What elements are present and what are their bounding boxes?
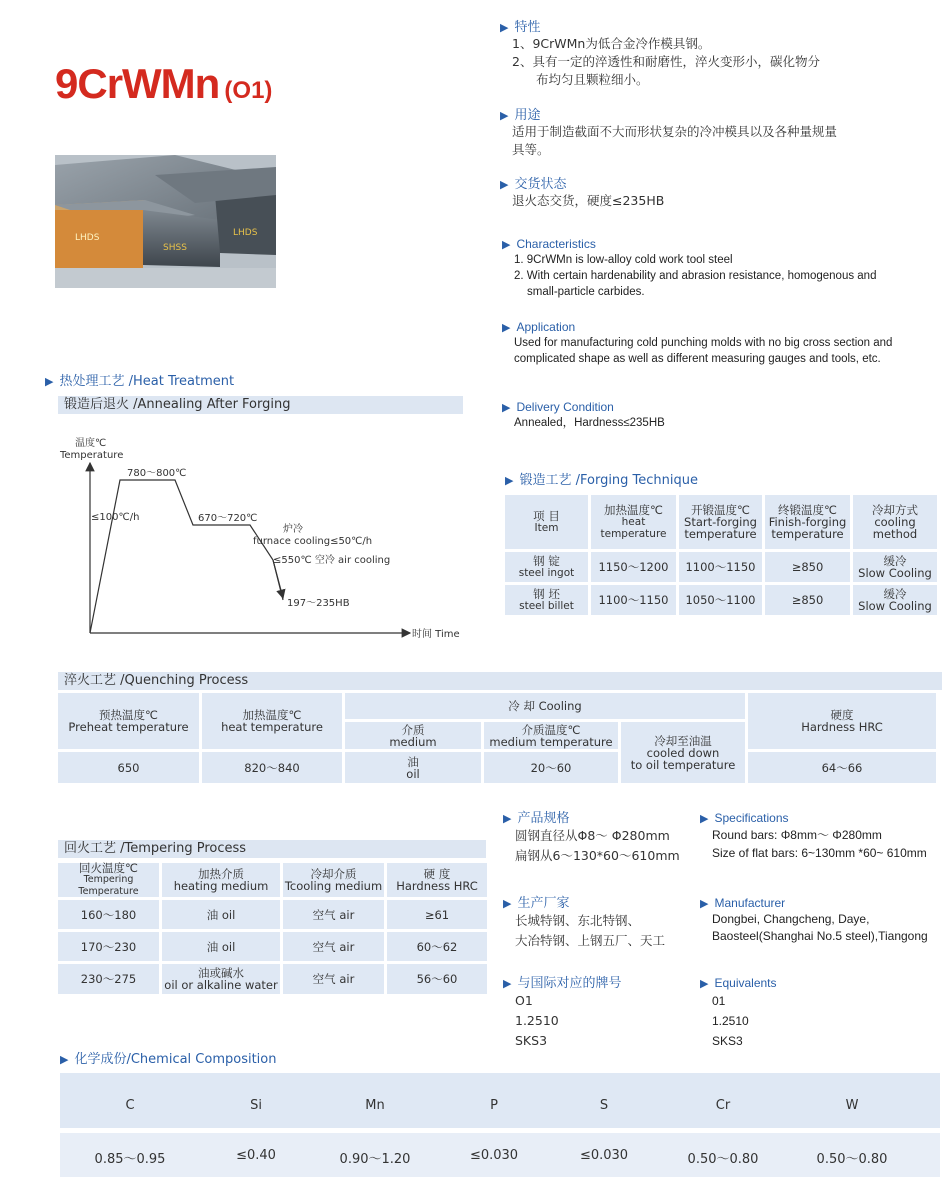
characteristics-en-line: 2. With certain hardenability and abrasion resistance, homogenous and (514, 270, 877, 282)
grade-equivalent: (O1) (224, 77, 273, 104)
header-en: Item (534, 522, 559, 534)
manufacturer-en-section (700, 892, 945, 945)
table-cell (505, 552, 588, 582)
item-en: steel billet (519, 600, 574, 612)
equivalent-grade: 1.2510 (712, 1014, 749, 1028)
header-en: Hardness HRC (801, 720, 883, 734)
product-title (55, 60, 272, 108)
header-en: cooling method (872, 515, 918, 541)
temper-header-heat (162, 863, 280, 897)
forging-header-start (679, 495, 762, 549)
y-label-cn: 温度℃ (75, 438, 107, 449)
value-p: ≤0.030 (469, 1148, 519, 1163)
equivalents-en-heading: Equivalents (714, 976, 777, 990)
grade-name: 9CrWMn (55, 60, 220, 107)
cool-cn: 缓冷 (883, 587, 907, 601)
table-cell: 820～840 (202, 752, 342, 783)
annealing-subheading: 锻造后退火 /Annealing After Forging (58, 396, 463, 414)
characteristics-cn-line: 布均匀且颗粒细小。 (536, 72, 649, 87)
application-en-heading: Application (516, 320, 576, 334)
medium-en: oil (406, 766, 420, 781)
temper-header-cool (283, 863, 384, 897)
table-cell: ≥850 (765, 585, 850, 615)
equivalent-grade: O1 (515, 993, 533, 1008)
delivery-cn-heading: 交货状态 (514, 177, 567, 192)
peak-temp-label: 780～800℃ (127, 468, 187, 479)
manufacturer-cn-line: 长城特钢、东北特钢、 (515, 913, 641, 928)
item-cn: 钢 锭 (533, 554, 560, 568)
quenching-heading: 淬火工艺 /Quenching Process (58, 672, 942, 690)
element-w: W (845, 1098, 859, 1113)
equivalents-cn-heading: 与国际对应的牌号 (517, 976, 622, 991)
characteristics-cn-section (500, 16, 940, 89)
application-en-line: Used for manufacturing cold punching molds with no big cross section and (514, 337, 893, 349)
equivalents-en-section (700, 972, 945, 1051)
table-cell: ≥61 (387, 900, 487, 929)
header-cn: 冷却至油温 (654, 733, 712, 748)
bullet-triangle-icon: ▶ (700, 897, 709, 910)
header-en: heating medium (173, 879, 269, 893)
header-cn: 冷却介质 (310, 867, 357, 881)
cool-en: Slow Cooling (858, 599, 932, 613)
bullet-triangle-icon: ▶ (502, 238, 511, 251)
medium-cn: 油 (407, 754, 419, 769)
y-label-en: Temperature (60, 450, 124, 461)
x-label: 时间 Time (412, 629, 460, 640)
chemical-heading (60, 1048, 276, 1067)
manufacturer-cn-heading: 生产厂家 (517, 896, 570, 911)
table-cell: 油 oil (162, 900, 280, 929)
value-s: ≤0.030 (579, 1148, 629, 1163)
table-cell: 60～62 (387, 932, 487, 961)
header-en: medium (389, 734, 437, 749)
header-en: cooled down (646, 745, 720, 760)
characteristics-cn-line: 2、具有一定的淬透性和耐磨性，淬火变形小，碳化物分 (512, 54, 820, 69)
quench-header-cooling: 冷 却 Cooling (345, 693, 745, 719)
steel-bars-photo (55, 155, 276, 288)
equivalents-cn-section (503, 972, 693, 1051)
heat-treatment-title: 热处理工艺 /Heat Treatment (59, 374, 235, 389)
header-en: Preheat temperature (68, 720, 189, 734)
bullet-triangle-icon: ▶ (60, 1053, 69, 1066)
quench-header-heat (202, 693, 342, 749)
bullet-triangle-icon: ▶ (503, 977, 512, 990)
value-si: ≤0.40 (236, 1148, 276, 1163)
manufacturer-en-heading: Manufacturer (714, 896, 786, 910)
quench-header-medium-temp (484, 722, 618, 749)
manufacturer-cn-section (503, 892, 693, 951)
delivery-cn-section (500, 173, 940, 210)
value-c: 0.85～0.95 (94, 1152, 166, 1167)
header-en: Tcooling medium (284, 879, 383, 893)
forging-header-heat (591, 495, 676, 549)
table-cell: 56～60 (387, 964, 487, 994)
table-cell: 1050～1100 (679, 585, 762, 615)
table-cell (162, 964, 280, 994)
heating-rate-label: ≤100℃/h (91, 512, 140, 523)
element-c: C (125, 1098, 135, 1113)
header-cn: 终锻温度℃ (778, 503, 837, 517)
bullet-triangle-icon: ▶ (505, 474, 514, 487)
characteristics-en-line: 1. 9CrWMn is low-alloy cold work tool steel (514, 254, 733, 266)
bar-marking-1: SHSS (163, 243, 187, 253)
bullet-triangle-icon: ▶ (700, 812, 709, 825)
header-en: Hardness HRC (396, 879, 478, 893)
header-cn: 介质温度℃ (521, 722, 581, 737)
quench-header-to-oil (621, 722, 745, 783)
table-cell: 170～230 (58, 932, 159, 961)
specs-cn-line: 扁钢从6～130*60～610mm (515, 848, 680, 863)
chemical-title: 化学成份/Chemical Composition (74, 1052, 277, 1067)
bullet-triangle-icon: ▶ (500, 109, 509, 122)
furnace-en-label: furnace cooling≤50℃/h (253, 536, 373, 547)
value-cr: 0.50～0.80 (687, 1152, 759, 1167)
header-cn: 介质 (401, 722, 425, 737)
value-w: 0.50～0.80 (816, 1152, 888, 1167)
header-en: medium temperature (489, 734, 613, 749)
table-cell: 1100～1150 (679, 552, 762, 582)
header-cn: 项 目 (533, 509, 560, 523)
table-cell: 160～180 (58, 900, 159, 929)
bar-marking-3: LHDS (75, 233, 100, 243)
specs-en-line: Round bars: Φ8mm～ Φ280mm (712, 828, 882, 842)
header-cn: 硬度 (830, 708, 854, 722)
header-cn: 冷却方式 (872, 503, 918, 517)
bullet-triangle-icon: ▶ (503, 812, 512, 825)
item-cn: 钢 坯 (533, 587, 560, 601)
element-p: P (490, 1098, 498, 1113)
item-en: steel ingot (518, 567, 575, 579)
heat-cn: 油或碱水 (198, 966, 244, 980)
characteristics-en-section (502, 233, 942, 300)
table-cell (345, 752, 481, 783)
manufacturer-en-line: Dongbei, Changcheng, Daye, (712, 912, 870, 926)
value-mn: 0.90～1.20 (339, 1152, 411, 1167)
cool-cn: 缓冷 (883, 554, 907, 568)
table-cell: 空气 air (283, 964, 384, 994)
final-hardness-label: 197～235HB (287, 598, 350, 609)
table-cell: 20～60 (484, 752, 618, 783)
forging-heading (505, 469, 698, 488)
bullet-triangle-icon: ▶ (500, 21, 509, 34)
cool-en: Slow Cooling (858, 566, 932, 580)
application-cn-section (500, 104, 940, 159)
header-cn: 硬 度 (423, 867, 451, 881)
table-cell: 油 oil (162, 932, 280, 961)
temper-header-hardness (387, 863, 487, 897)
delivery-en-text: Annealed，Hardness≤235HB (514, 417, 665, 429)
manufacturer-cn-line: 大冶特钢、上钢五厂、天工 (515, 933, 666, 948)
header-en: heat temperature (600, 516, 667, 540)
table-cell: 64～66 (748, 752, 936, 783)
quench-header-hardness (748, 693, 936, 749)
table-cell (853, 552, 937, 582)
hold-temp-label: 670～720℃ (198, 513, 258, 524)
manufacturer-en-line: Baosteel(Shanghai No.5 steel),Tiangong (712, 929, 928, 943)
header-en: Finish-forging (768, 515, 847, 529)
characteristics-cn-heading: 特性 (514, 20, 541, 35)
characteristics-en-line: small-particle carbides. (527, 286, 645, 298)
bar-marking-2: LHDS (233, 228, 258, 238)
forging-header-cooling (853, 495, 937, 549)
equivalent-grade: 1.2510 (515, 1013, 559, 1028)
header-en: heat temperature (221, 720, 323, 734)
table-cell (505, 585, 588, 615)
header-cn: 开锻温度℃ (691, 503, 750, 517)
header-en: to oil temperature (630, 757, 736, 772)
air-cooling-label: ≤550℃ 空冷 air cooling (273, 555, 391, 566)
delivery-cn-text: 退火态交货，硬度≤235HB (512, 193, 665, 208)
temper-header-temp (58, 863, 159, 897)
bullet-triangle-icon: ▶ (45, 375, 54, 388)
element-cr: Cr (715, 1098, 731, 1113)
specs-en-section (700, 807, 945, 862)
heat-en: oil or alkaline water (164, 978, 278, 992)
characteristics-en-heading: Characteristics (516, 237, 596, 251)
element-mn: Mn (365, 1098, 385, 1113)
table-cell: 1150～1200 (591, 552, 676, 582)
temperature-curve (90, 480, 283, 633)
application-en-line: complicated shape as well as different measuring gauges and tools, etc. (514, 353, 881, 365)
table-cell: 1100～1150 (591, 585, 676, 615)
header-cn: 加热介质 (198, 867, 244, 881)
equivalent-grade: SKS3 (712, 1034, 743, 1048)
table-cell (853, 585, 937, 615)
application-cn-heading: 用途 (514, 108, 541, 123)
bullet-triangle-icon: ▶ (502, 401, 511, 414)
table-cell: ≥850 (765, 552, 850, 582)
annealing-diagram (55, 428, 475, 652)
forging-header-item (505, 495, 588, 549)
specs-en-heading: Specifications (714, 811, 789, 825)
header-en: Start-forging (684, 515, 757, 529)
table-cell: 空气 air (283, 900, 384, 929)
table-cell: 230～275 (58, 964, 159, 994)
equivalent-grade: 01 (712, 994, 726, 1008)
quench-header-preheat (58, 693, 199, 749)
delivery-en-heading: Delivery Condition (516, 400, 614, 414)
application-cn-line: 适用于制造截面不大而形状复杂的冷冲模具以及各种量规量 (512, 124, 838, 139)
element-s: S (599, 1098, 609, 1113)
heat-treatment-heading (45, 370, 234, 389)
specs-en-line: Size of flat bars: 6~130mm *60~ 610mm (712, 846, 927, 860)
characteristics-cn-line: 1、9CrWMn为低合金冷作模具钢。 (512, 36, 711, 51)
forging-header-finish (765, 495, 850, 549)
header-en: Tempering Temperature (78, 874, 139, 897)
specs-cn-heading: 产品规格 (517, 811, 570, 826)
application-cn-line: 具等。 (512, 142, 550, 157)
table-cell: 空气 air (283, 932, 384, 961)
specs-cn-line: 圆钢直径从Φ8～ Φ280mm (515, 828, 670, 843)
header-en: temperature (684, 527, 757, 541)
delivery-en-section (502, 396, 942, 431)
specs-cn-section (503, 807, 693, 866)
application-en-section (502, 316, 942, 367)
header-cn: 回火温度℃ (79, 861, 138, 875)
bullet-triangle-icon: ▶ (500, 178, 509, 191)
element-si: Si (250, 1098, 262, 1113)
tempering-heading: 回火工艺 /Tempering Process (58, 840, 486, 858)
equivalent-grade: SKS3 (515, 1033, 548, 1048)
bullet-triangle-icon: ▶ (502, 321, 511, 334)
bullet-triangle-icon: ▶ (503, 897, 512, 910)
header-cn: 加热温度℃ (242, 708, 302, 722)
forging-title: 锻造工艺 /Forging Technique (519, 473, 699, 488)
bullet-triangle-icon: ▶ (700, 977, 709, 990)
header-cn: 加热温度℃ (604, 503, 663, 517)
header-cn: 预热温度℃ (99, 708, 158, 722)
table-cell: 650 (58, 752, 199, 783)
furnace-cn-label: 炉冷 (283, 524, 303, 535)
header-en: temperature (771, 527, 844, 541)
quench-header-medium (345, 722, 481, 749)
